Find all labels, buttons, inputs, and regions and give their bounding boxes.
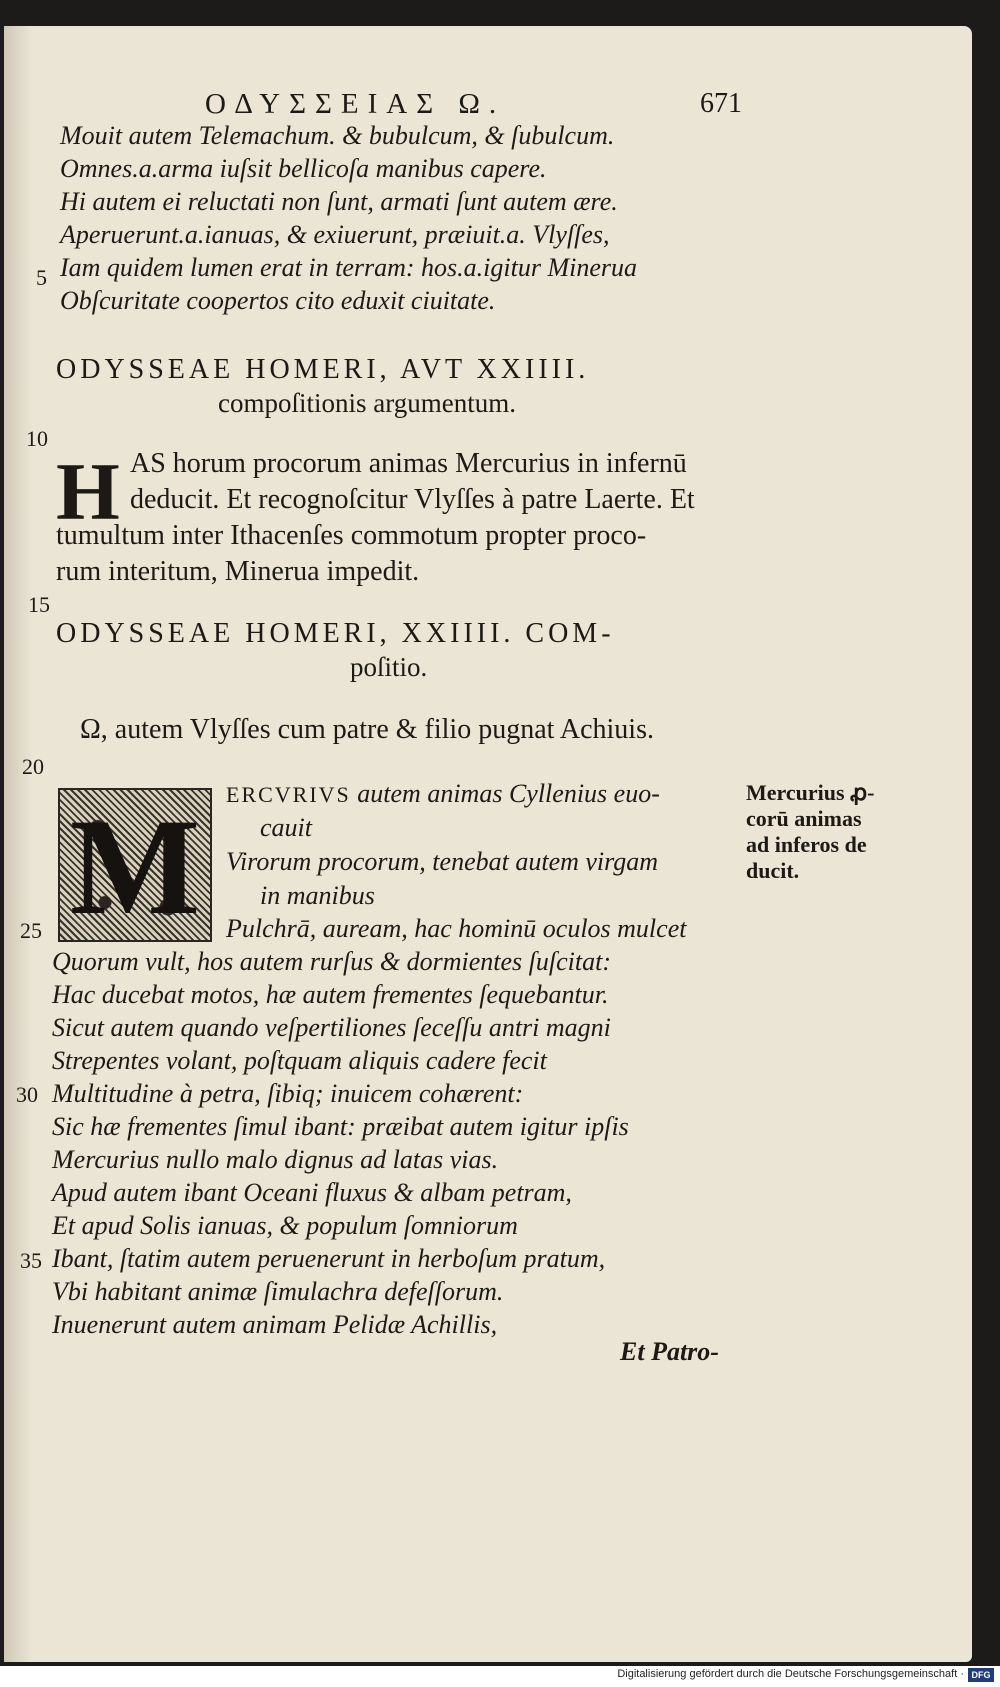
verse-line: Et apud Solis ianuas, & populum ſomniorum bbox=[52, 1211, 518, 1240]
argument-line: tumultum inter Ithacenſes commotum propter proco- bbox=[56, 520, 647, 551]
argument-line: deducit. Et recognoſcitur Vlyſſes à patre Laerte. Et bbox=[130, 484, 695, 515]
verse-line-first bbox=[226, 778, 660, 811]
line-number: 25 bbox=[20, 918, 42, 943]
initial-letter: M bbox=[69, 790, 201, 943]
verse-line: Aperuerunt.a.ianuas, & exiuerunt, præiuit.a. Vlyſſes, bbox=[60, 220, 610, 249]
section-heading: ODYSSEAE HOMERI, AVT XXIIII. bbox=[56, 354, 590, 385]
catchword: Et Patro- bbox=[620, 1337, 719, 1366]
verse-line: Multitudine à petra, ſibiq; inuicem cohærent: bbox=[52, 1079, 524, 1108]
dfg-logo: DFG bbox=[968, 1668, 994, 1682]
line-number: 15 bbox=[28, 592, 50, 617]
verse-line: Mercurius nullo malo dignus ad latas vias. bbox=[52, 1145, 499, 1174]
verse-line: Mouit autem Telemachum. & bubulcum, & ſubulcum. bbox=[60, 121, 615, 150]
verse-line: cauit bbox=[260, 813, 312, 842]
verse-line: Hi autem ei reluctati non ſunt, armati ſunt autem ære. bbox=[60, 187, 618, 216]
verse-line: Hac ducebat motos, hæ autem frementes ſequebantur. bbox=[52, 980, 609, 1009]
verse-line: Ibant, ſtatim autem peruenerunt in herboſum pratum, bbox=[52, 1244, 606, 1273]
line-number: 5 bbox=[36, 265, 47, 290]
drop-initial-h: H bbox=[56, 446, 120, 537]
section-subheading: poſitio. bbox=[350, 652, 428, 682]
verse-line: Omnes.a.arma iuſsit bellicoſa manibus capere. bbox=[60, 154, 547, 183]
decorated-initial-m bbox=[58, 788, 212, 942]
margin-note-line: ad inferos de bbox=[746, 832, 867, 857]
page-number: 671 bbox=[700, 88, 742, 119]
verse-line: Iam quidem lumen erat in terram: hos.a.igitur Minerua bbox=[60, 253, 638, 282]
verse-line: Obſcuritate coopertos cito eduxit ciuitate. bbox=[60, 286, 496, 315]
verse-line: Virorum procorum, tenebat autem virgam bbox=[226, 847, 659, 876]
line-number: 20 bbox=[22, 754, 44, 779]
verse-line: Sic hæ frementes ſimul ibant: præibat autem igitur ipſis bbox=[52, 1112, 629, 1141]
first-word-caps: ERCVRIVS bbox=[226, 782, 351, 807]
argument-line: rum interitum, Minerua impedit. bbox=[56, 556, 420, 587]
verse-line: Strepentes volant, poſtquam aliquis cadere fecit bbox=[52, 1046, 547, 1075]
margin-note-line: Mercurius ꝓ- bbox=[746, 780, 875, 805]
margin-note-line: corū animas bbox=[746, 806, 862, 831]
verse-line: Sicut autem quando veſpertiliones ſeceſſu antri magni bbox=[52, 1013, 611, 1042]
line-number: 35 bbox=[20, 1248, 42, 1273]
section-heading: ODYSSEAE HOMERI, XXIIII. COM- bbox=[56, 618, 615, 649]
verse-line: in manibus bbox=[260, 881, 375, 910]
verse-line: Inuenerunt autem animam Pelidæ Achillis, bbox=[52, 1310, 498, 1339]
verse-line: Quorum vult, hos autem rurſus & dormientes ſuſcitat: bbox=[52, 947, 611, 976]
margin-note-line: ducit. bbox=[746, 858, 800, 883]
running-head: ΟΔΥΣΣΕΙΑΣ Ω. bbox=[205, 88, 506, 120]
verse-line: Pulchrā, auream, hac hominū oculos mulcet bbox=[226, 914, 687, 943]
line-number: 10 bbox=[26, 426, 48, 451]
first-line-rest: autem animas Cyllenius euo- bbox=[357, 779, 660, 808]
digitization-credit: Digitalisierung gefördert durch die Deutsche Forschungsgemeinschaft · bbox=[617, 1668, 964, 1680]
page-gutter-shadow bbox=[4, 26, 32, 1662]
section-subheading: compoſitionis argumentum. bbox=[218, 388, 516, 418]
verse-line: Vbi habitant animæ ſimulachra defeſſorum. bbox=[52, 1277, 504, 1306]
verse-line: Apud autem ibant Oceani fluxus & albam petram, bbox=[52, 1178, 572, 1207]
summary-line: Ω, autem Vlyſſes cum patre & filio pugnat Achiuis. bbox=[80, 714, 654, 745]
argument-line: AS horum procorum animas Mercurius in infernū bbox=[130, 448, 687, 479]
line-number: 30 bbox=[16, 1082, 38, 1107]
